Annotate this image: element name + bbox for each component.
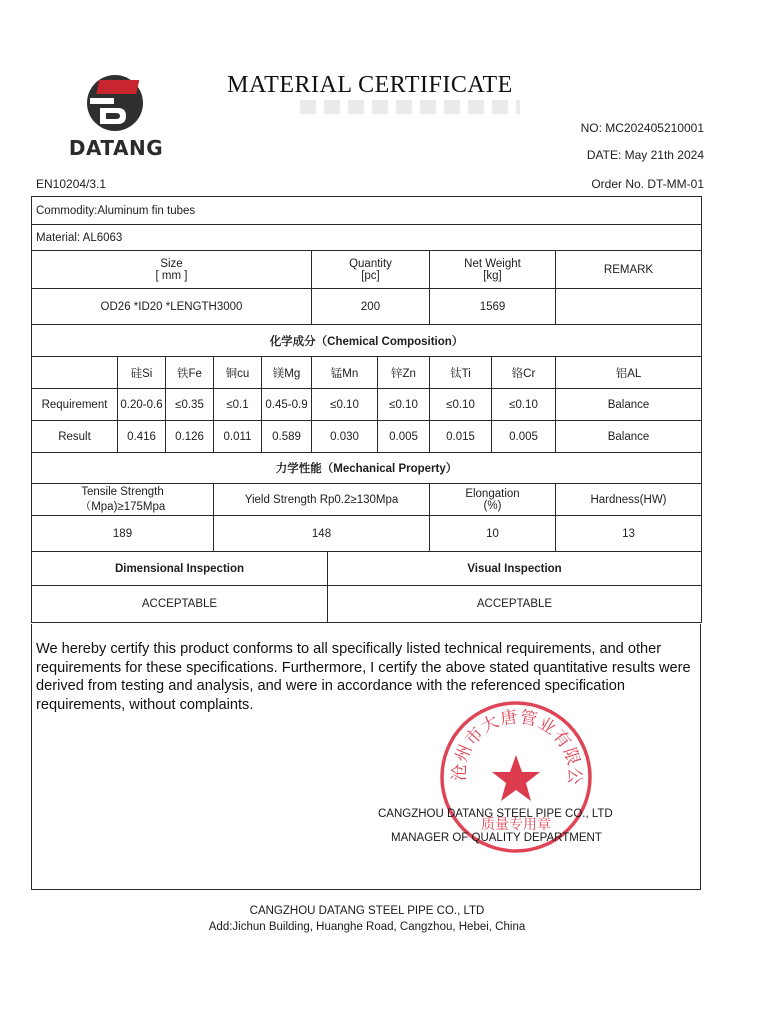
requirement-value: ≤0.10 [378, 389, 430, 421]
mechanical-section-title: 力学性能（Mechanical Property） [32, 453, 702, 484]
result-value: 0.126 [166, 421, 214, 453]
datang-logo-icon [60, 72, 170, 134]
result-value: 0.005 [378, 421, 430, 453]
result-value: 0.011 [214, 421, 262, 453]
quantity-value: 200 [312, 289, 430, 325]
element-si: 硅Si [118, 357, 166, 389]
certificate-number: NO: MC202405210001 [580, 121, 704, 135]
certification-statement: We hereby certify this product conforms to all specifically listed technical requirements, and other requirements for these specifications. Furthermore, I certify the above stated quantitative results were derived from testing and analysis, and were in accordance with the referenced specification requirements, without complaints. [36, 641, 691, 713]
net-weight-value: 1569 [430, 289, 556, 325]
element-ti: 钛Ti [430, 357, 492, 389]
product-value-row [32, 289, 702, 325]
product-header-row [32, 251, 702, 289]
dimensional-inspection-value: ACCEPTABLE [32, 586, 328, 623]
visual-inspection-value: ACCEPTABLE [328, 586, 702, 623]
chemical-section-title: 化学成分（Chemical Composition） [32, 325, 702, 357]
requirement-value: ≤0.10 [492, 389, 556, 421]
requirement-value: ≤0.1 [214, 389, 262, 421]
size-value: OD26 *ID20 *LENGTH3000 [32, 289, 312, 325]
element-cu: 铜cu [214, 357, 262, 389]
footer-address: Add:Jichun Building, Huanghe Road, Cangzhou, Hebei, China [208, 921, 526, 933]
title-shadow-decoration [300, 100, 520, 114]
result-value: 0.015 [430, 421, 492, 453]
elongation-value: 10 [430, 516, 556, 552]
element-mg: 镁Mg [262, 357, 312, 389]
element-mn: 锰Mn [312, 357, 378, 389]
net-weight-header: Net Weight [kg] [430, 251, 556, 289]
material-cell: Material: AL6063 [32, 225, 702, 251]
result-value: 0.005 [492, 421, 556, 453]
hardness-value: 13 [556, 516, 702, 552]
logo-wordmark: DATANG [68, 136, 164, 160]
remark-value [556, 289, 702, 325]
inspection-header-row [32, 552, 702, 586]
signature-role: MANAGER OF QUALITY DEPARTMENT [391, 832, 602, 844]
chemical-result-row [32, 421, 702, 453]
element-fe: 铁Fe [166, 357, 214, 389]
document-title: MATERIAL CERTIFICATE [227, 72, 513, 98]
result-value: 0.589 [262, 421, 312, 453]
requirement-value: 0.20-0.6 [118, 389, 166, 421]
yield-strength-header: Yield Strength Rp0.2≥130Mpa [214, 484, 430, 516]
material-row [32, 225, 702, 251]
order-number: Order No. DT-MM-01 [591, 177, 704, 191]
certificate-date: DATE: May 21th 2024 [586, 148, 704, 162]
hardness-header: Hardness(HW) [556, 484, 702, 516]
element-al: 铝AL [556, 357, 702, 389]
chemical-requirement-row [32, 389, 702, 421]
remark-header: REMARK [556, 251, 702, 289]
standard-code: EN10204/3.1 [36, 177, 107, 191]
commodity-row [32, 197, 702, 225]
requirement-value: Balance [556, 389, 702, 421]
quantity-header: Quantity [pc] [312, 251, 430, 289]
company-logo [60, 72, 170, 167]
requirement-label: Requirement [32, 389, 118, 421]
chemical-title-row [32, 325, 702, 357]
footer-company: CANGZHOU DATANG STEEL PIPE CO., LTD [249, 905, 485, 917]
mechanical-title-row [32, 453, 702, 484]
requirement-value: ≤0.10 [430, 389, 492, 421]
inspection-value-row [32, 586, 702, 623]
requirement-value: ≤0.35 [166, 389, 214, 421]
result-label: Result [32, 421, 118, 453]
yield-strength-value: 148 [214, 516, 430, 552]
element-zn: 锌Zn [378, 357, 430, 389]
certificate-table [31, 196, 702, 623]
requirement-value: ≤0.10 [312, 389, 378, 421]
dimensional-inspection-header: Dimensional Inspection [32, 552, 328, 586]
commodity-cell: Commodity:Aluminum fin tubes [32, 197, 702, 225]
element-header-blank [32, 357, 118, 389]
result-value: 0.030 [312, 421, 378, 453]
seal-arc-text: 沧州市大唐管业有限公 [449, 707, 585, 786]
tensile-strength-value: 189 [32, 516, 214, 552]
seal-sub-text: 质量专用章 [481, 817, 551, 833]
mechanical-header-row [32, 484, 702, 516]
signature-company: CANGZHOU DATANG STEEL PIPE CO., LTD [378, 808, 613, 820]
tensile-strength-header: Tensile Strength （Mpa)≥175Mpa [32, 484, 214, 516]
size-header: Size [ mm ] [32, 251, 312, 289]
mechanical-value-row [32, 516, 702, 552]
requirement-value: 0.45-0.9 [262, 389, 312, 421]
chemical-element-row [32, 357, 702, 389]
element-cr: 铬Cr [492, 357, 556, 389]
elongation-header: Elongation (%) [430, 484, 556, 516]
result-value: 0.416 [118, 421, 166, 453]
result-value: Balance [556, 421, 702, 453]
visual-inspection-header: Visual Inspection [328, 552, 702, 586]
